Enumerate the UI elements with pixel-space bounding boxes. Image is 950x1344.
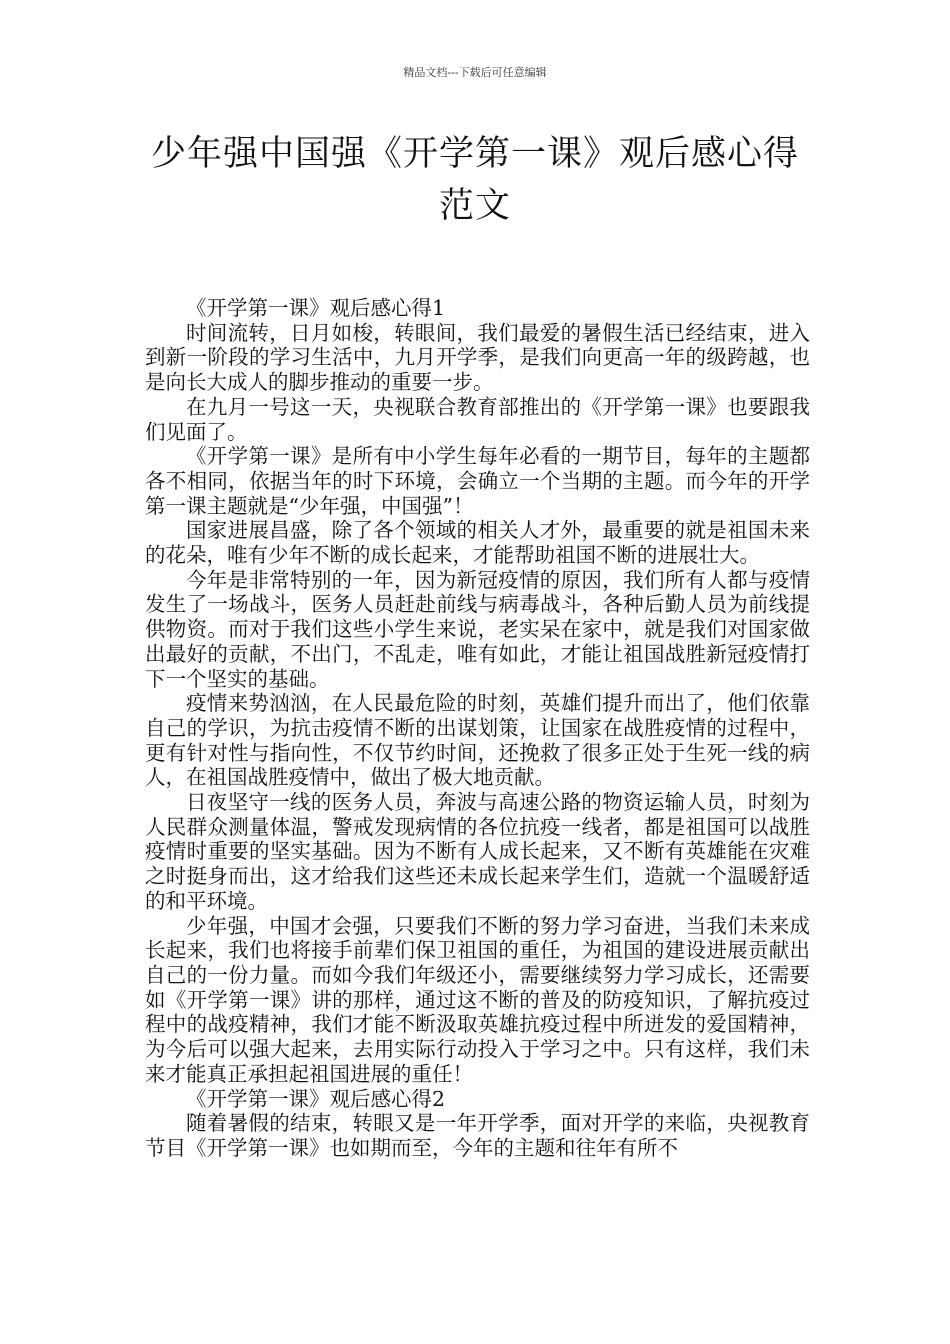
body-paragraph: 疫情来势汹汹，在人民最危险的时刻，英雄们提升而出了，他们依靠自己的学识，为抗击疫情不断的出谋划策，让国家在战胜疫情的过程中，更有针对性与指向性，不仅节约时间，还挽救了很多正处于生死一线的病人，在祖国战胜疫情中，做出了极大地贡献。 xyxy=(145,691,810,790)
body-paragraph: 日夜坚守一线的医务人员，奔波与高速公路的物资运输人员，时刻为人民群众测量体温，警戒发现病情的各位抗疫一线者，都是祖国可以战胜疫情时重要的坚实基础。因为不断有人成长起来，又不断有英雄能在灾难之时挺身而出，这才给我们这些还未成长起来学生们，造就一个温暖舒适的和平环境。 xyxy=(145,790,810,913)
header-note: 精品文档---下载后可任意编辑 xyxy=(403,66,547,79)
document-body xyxy=(145,296,810,1161)
body-paragraph: 随着暑假的结束，转眼又是一年开学季，面对开学的来临，央视教育节目《开学第一课》也如期而至，今年的主题和往年有所不 xyxy=(145,1111,810,1160)
body-paragraph: 今年是非常特别的一年，因为新冠疫情的原因，我们所有人都与疫情发生了一场战斗，医务人员赶赴前线与病毒战斗，各种后勤人员为前线提供物资。而对于我们这些小学生来说，老实呆在家中，就是我们对国家做出最好的贡献，不出门，不乱走，唯有如此，才能让祖国战胜新冠疫情打下一个坚实的基础。 xyxy=(145,567,810,691)
body-paragraph: 时间流转，日月如梭，转眼间，我们最爱的暑假生活已经结束，进入到新一阶段的学习生活中，九月开学季，是我们向更高一年的级跨越，也是向长大成人的脚步推动的重要一步。 xyxy=(145,320,810,395)
body-paragraph: 少年强，中国才会强，只要我们不断的努力学习奋进，当我们未来成长起来，我们也将接手前辈们保卫祖国的重任，为祖国的建设进展贡献出自己的一份力量。而如今我们年级还小，需要继续努力学习成长，还需要如《开学第一课》讲的那样，通过这不断的普及的防疫知识，了解抗疫过程中的战疫精神，我们才能不断汲取英雄抗疫过程中所迸发的爱国精神，为今后可以强大起来，去用实际行动投入于学习之中。只有这样，我们未来才能真正承担起祖国进展的重任！ xyxy=(145,913,810,1086)
body-paragraph: 国家进展昌盛，除了各个领域的相关人才外，最重要的就是祖国未来的花朵，唯有少年不断的成长起来，才能帮助祖国不断的进展壮大。 xyxy=(145,518,810,568)
section-heading-2: 《开学第一课》观后感心得2 xyxy=(186,1086,446,1111)
body-paragraph: 《开学第一课》是所有中小学生每年必看的一期节目，每年的主题都各不相同，依据当年的时下环境，会确立一个当期的主题。而今年的开学第一课主题就是“少年强，中国强”！ xyxy=(145,444,810,518)
body-paragraph: 在九月一号这一天，央视联合教育部推出的《开学第一课》也要跟我们见面了。 xyxy=(145,394,810,444)
section-heading-1: 《开学第一课》观后感心得1 xyxy=(186,296,446,320)
document-title: 少年强中国强《开学第一课》观后感心得范文 xyxy=(150,134,799,226)
